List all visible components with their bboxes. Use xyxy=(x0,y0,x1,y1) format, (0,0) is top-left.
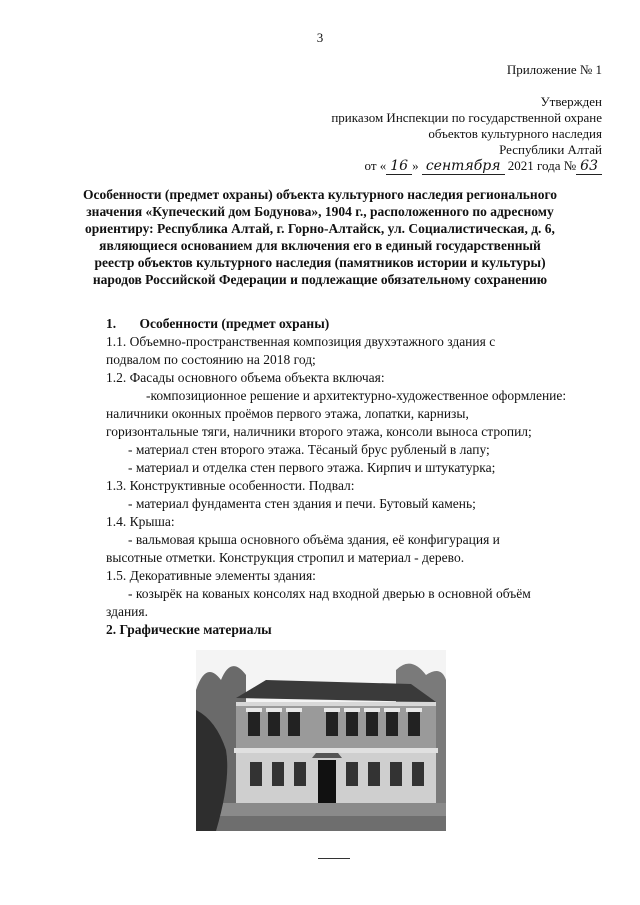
item-1-2-line: - материал стен второго этажа. Тёсаный брус рубленый в лапу; xyxy=(128,442,490,457)
approval-line-1: Утвержден xyxy=(540,94,602,109)
date-prefix: от « xyxy=(364,158,387,173)
section-1-number: 1. xyxy=(106,316,117,331)
date-mid: » xyxy=(412,158,419,173)
item-1-2-line: - материал и отделка стен первого этажа. Кирпич и штукатурка; xyxy=(128,460,496,475)
title-line: народов Российской Федерации и подлежащие обязательному сохранению xyxy=(92,272,548,287)
approval-line-4: Республики Алтай xyxy=(499,142,602,157)
title-line: ориентиру: Республика Алтай, г. Горно-Алтайск, ул. Социалистическая, д. 6, xyxy=(85,221,555,236)
item-1-1-number: 1.1. xyxy=(106,334,127,349)
item-1-5-line: здания. xyxy=(106,604,148,619)
item-1-1-continued: подвалом по состоянию на 2018 год; xyxy=(106,352,316,367)
item-1-4-line: - вальмовая крыша основного объёма здания, её конфигурация и xyxy=(128,532,500,547)
item-1-2-line: наличники оконных проёмов первого этажа, лопатки, карнизы, xyxy=(106,406,469,421)
item-1-3: 1.3. Конструктивные особенности. Подвал: xyxy=(106,478,355,493)
date-year: 2021 года № xyxy=(507,158,577,173)
item-1-2-number: 1.2. xyxy=(106,370,127,385)
order-number-handwritten: 63 xyxy=(576,158,602,175)
date-day-handwritten: 16 xyxy=(386,158,412,175)
item-1-2-line: горизонтальные тяги, наличники второго этажа, консоли выноса стропил; xyxy=(106,424,532,439)
title-line: значения «Купеческий дом Бодунова», 1904 г., расположенного по адресному xyxy=(86,204,554,219)
item-1-2-line: -композиционное решение и архитектурно-художественное оформление: xyxy=(146,388,567,403)
item-1-5-line: - козырёк на кованых консолях над входной дверью в основной объём xyxy=(128,586,531,601)
page-number: 3 xyxy=(316,30,324,45)
title-line: являющиеся основанием для включения его в единый государственный xyxy=(99,238,541,253)
item-1-4-line: высотные отметки. Конструкция стропил и материал - дерево. xyxy=(106,550,465,565)
item-1-5: 1.5. Декоративные элементы здания: xyxy=(106,568,316,583)
approval-line-2: приказом Инспекции по государственной охране xyxy=(331,110,602,125)
item-1-2-text: Фасады основного объема объекта включая: xyxy=(129,370,385,385)
approval-line-3: объектов культурного наследия xyxy=(428,126,602,141)
appendix-label: Приложение № 1 xyxy=(506,62,602,77)
item-1-2 xyxy=(106,370,600,386)
item-1-3-line: - материал фундамента стен здания и печи. Бутовый камень; xyxy=(128,496,476,511)
section-2-heading: 2. Графические материалы xyxy=(106,622,272,637)
building-photo xyxy=(196,650,446,831)
section-1-heading xyxy=(106,316,600,332)
footer-divider xyxy=(318,858,350,859)
section-1-title: Особенности (предмет охраны) xyxy=(139,316,330,331)
item-1-1-text: Объемно-пространственная композиция двухэтажного здания с xyxy=(129,334,496,349)
title-line: Особенности (предмет охраны) объекта культурного наследия регионального xyxy=(83,187,557,202)
date-month-handwritten: сентября xyxy=(422,158,505,175)
item-1-4: 1.4. Крыша: xyxy=(106,514,175,529)
document-title xyxy=(40,186,600,288)
approval-date-line xyxy=(364,158,602,174)
item-1-1 xyxy=(106,334,600,350)
title-line: реестр объектов культурного наследия (памятников истории и культуры) xyxy=(94,255,546,270)
